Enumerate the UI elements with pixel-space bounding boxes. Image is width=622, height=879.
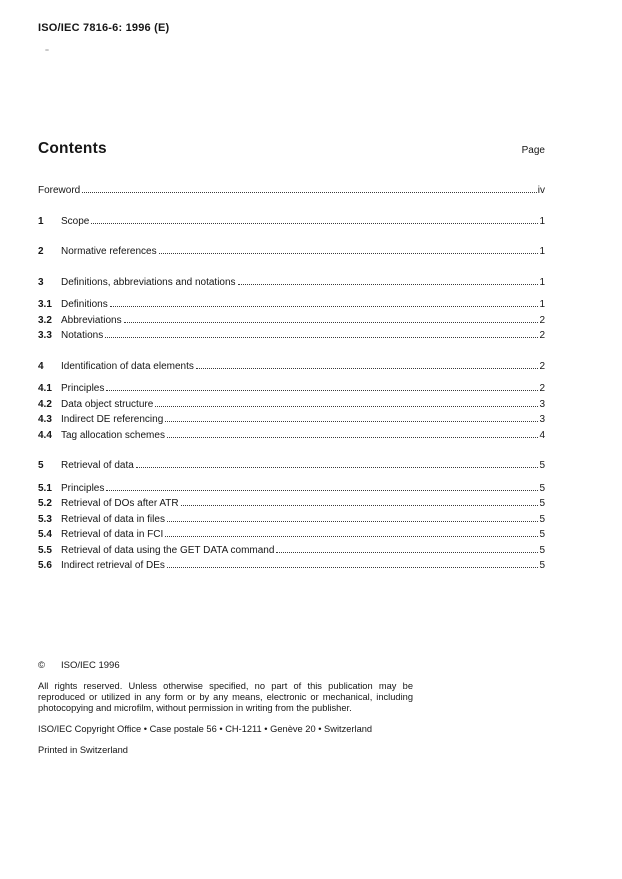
toc-entry-number: 3.3: [38, 330, 52, 341]
toc-leader-dots: [159, 253, 538, 254]
toc-entry-title: Indirect retrieval of DEs: [61, 560, 165, 571]
toc-entry-title: Foreword: [38, 185, 81, 196]
toc-leader-dots: [167, 521, 538, 522]
toc-entry-number: 4.3: [38, 414, 52, 425]
scan-artifact-mark: [45, 49, 49, 51]
toc-entry-page: 1: [539, 299, 545, 310]
toc-entry: [38, 428, 545, 444]
toc-entry-number: 5.4: [38, 529, 52, 540]
toc-entry-number: 4.2: [38, 398, 52, 410]
toc-entry-page: 5: [539, 482, 545, 494]
toc-entry-title: Tag allocation schemes: [61, 429, 165, 441]
toc-entry: [38, 297, 545, 313]
toc-entry-title: Retrieval of data using the GET DATA command: [61, 544, 275, 556]
toc-entry-title: Definitions, abbreviations and notations: [61, 276, 236, 288]
toc-entry: [38, 381, 545, 397]
toc-entry-page: 2: [539, 360, 545, 372]
toc-leader-dots: [82, 192, 537, 193]
toc-entry-number: 3.2: [38, 314, 52, 326]
toc-leader-dots: [276, 552, 538, 553]
toc-entry-number: 5.6: [38, 560, 52, 571]
toc-leader-dots: [136, 467, 538, 468]
toc-entry-page: iv: [537, 185, 545, 196]
contents-heading-row: [38, 140, 545, 158]
toc-leader-dots: [165, 421, 538, 422]
toc-leader-dots: [167, 437, 538, 438]
page-column-label: Page: [521, 145, 545, 156]
toc-entry-page: 5: [539, 513, 545, 525]
toc-entry: [38, 275, 545, 291]
toc-entry: [38, 496, 545, 512]
printed-in-line: Printed in Switzerland: [38, 745, 128, 755]
toc-entry-title: Notations: [61, 330, 104, 341]
toc-entry: [38, 313, 545, 329]
toc-entry-page: 5: [539, 544, 545, 556]
rights-reserved-text: All rights reserved. Unless otherwise specified, no part of this publication may be reproduced or utilized in any form or by any means, electronic or mechanical, including photocopying and microfilm, without permission in writing from the publisher.: [38, 681, 413, 713]
toc-entry: [38, 183, 545, 199]
toc-leader-dots: [167, 567, 538, 568]
toc-entry: [38, 359, 545, 375]
toc-entry: [38, 397, 545, 413]
toc-entry-number: 5.3: [38, 513, 52, 525]
toc-entry: [38, 244, 545, 260]
toc-entry: [38, 328, 545, 344]
copyright-office-address: ISO/IEC Copyright Office • Case postale 56 • CH-1211 • Genève 20 • Switzerland: [38, 724, 373, 734]
toc-entry-page: 2: [539, 383, 545, 394]
toc-entry-title: Data object structure: [61, 398, 154, 410]
toc-entry-page: 1: [539, 215, 545, 227]
toc-entry-number: 5.5: [38, 544, 52, 556]
toc-entry-title: Definitions: [61, 299, 108, 310]
toc-leader-dots: [106, 390, 538, 391]
toc-entry-number: 4.4: [38, 429, 52, 441]
toc-entry-page: 5: [539, 460, 545, 471]
toc-leader-dots: [106, 490, 538, 491]
toc-entry-number: 5: [38, 460, 44, 471]
toc-entry-title: Abbreviations: [61, 314, 122, 326]
toc-entry: [38, 481, 545, 497]
toc-entry-page: 5: [539, 529, 545, 540]
toc-entry-title: Identification of data elements: [61, 360, 194, 372]
toc-entry-title: Retrieval of data in FCI: [61, 529, 164, 540]
toc-entry-number: 3: [38, 276, 44, 288]
toc-entry-title: Retrieval of DOs after ATR: [61, 498, 179, 509]
copyright-footer: [38, 660, 413, 756]
toc-entry-page: 1: [539, 276, 545, 288]
toc-entry-title: Normative references: [61, 246, 157, 257]
toc-entry-title: Retrieval of data in files: [61, 513, 165, 525]
toc-leader-dots: [105, 337, 538, 338]
toc-entry: [38, 458, 545, 474]
toc-entry-page: 5: [539, 498, 545, 509]
table-of-contents: [38, 183, 545, 574]
toc-entry-title: Indirect DE referencing: [61, 414, 164, 425]
toc-entry: [38, 214, 545, 230]
toc-entry-page: 1: [539, 246, 545, 257]
contents-title: Contents: [38, 140, 107, 157]
toc-entry-page: 5: [539, 560, 545, 571]
toc-leader-dots: [124, 322, 538, 323]
toc-entry: [38, 558, 545, 574]
toc-entry-title: Principles: [61, 482, 105, 494]
toc-entry-number: 3.1: [38, 299, 52, 310]
toc-entry-title: Principles: [61, 383, 105, 394]
copyright-owner: ISO/IEC 1996: [61, 660, 120, 671]
toc-leader-dots: [196, 368, 538, 369]
toc-entry-number: 1: [38, 215, 44, 227]
toc-entry-number: 5.1: [38, 482, 52, 494]
toc-entry: [38, 543, 545, 559]
toc-entry-page: 2: [539, 314, 545, 326]
copyright-line: [38, 660, 413, 671]
toc-entry-title: Retrieval of data: [61, 460, 134, 471]
copyright-symbol: ©: [38, 660, 45, 671]
toc-entry-page: 3: [539, 398, 545, 410]
contents-section: [38, 140, 545, 574]
toc-entry-page: 3: [539, 414, 545, 425]
toc-leader-dots: [181, 505, 538, 506]
toc-leader-dots: [165, 536, 538, 537]
toc-leader-dots: [91, 223, 538, 224]
toc-entry-page: 2: [539, 330, 545, 341]
toc-leader-dots: [238, 284, 538, 285]
toc-entry: [38, 527, 545, 543]
toc-leader-dots: [155, 406, 538, 407]
toc-entry: [38, 412, 545, 428]
toc-entry-number: 4: [38, 360, 44, 372]
toc-entry-page: 4: [539, 429, 545, 441]
toc-entry-number: 4.1: [38, 383, 52, 394]
document-reference-header: ISO/IEC 7816-6: 1996 (E): [38, 22, 170, 34]
toc-entry-title: Scope: [61, 215, 90, 227]
toc-entry-number: 2: [38, 246, 44, 257]
toc-leader-dots: [110, 306, 538, 307]
toc-entry: [38, 512, 545, 528]
toc-entry-number: 5.2: [38, 498, 52, 509]
